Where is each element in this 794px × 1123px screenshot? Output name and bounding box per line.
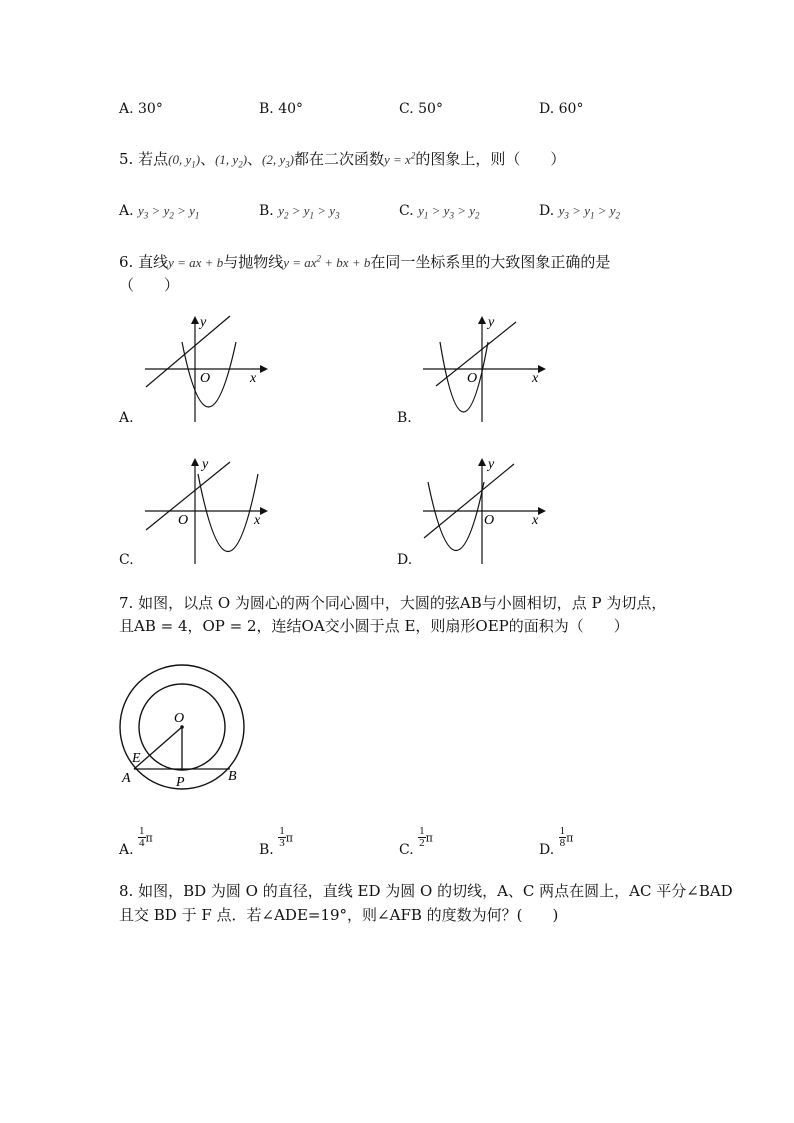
q7-stem-line2: 且AB = 4，OP = 2，连结OA交小圆于点 E，则扇形OEP的面积为（ ） (119, 617, 629, 635)
label-b: B (228, 769, 237, 784)
label-a: A (122, 771, 131, 786)
parabola-graph (428, 482, 484, 551)
label-p: P (176, 775, 185, 790)
x-label: x (532, 513, 539, 528)
y-axis-arrow-icon (191, 458, 199, 466)
y-label: y (202, 457, 209, 472)
q4-option-d[interactable]: D. 60° (539, 101, 584, 117)
x-label: x (250, 371, 257, 386)
x-label: x (532, 371, 539, 386)
q6-graph-a (140, 312, 270, 428)
origin-label: O (178, 513, 189, 528)
label-o: O (174, 711, 185, 726)
q6-graph-d (418, 454, 548, 570)
q5-option-d[interactable]: D. $y_3 > y_1 > y_2$ (539, 203, 621, 221)
q7-stem-line1: 7. 如图，以点 O 为圆心的两个同心圆中，大圆的弦AB与小圆相切，点 P 为切点， (119, 594, 667, 612)
q8-stem-line2: 且交 BD 于 F 点．若∠ADE=19°，则∠AFB 的度数为何？( ) (119, 906, 559, 924)
x-axis-arrow-icon (260, 365, 268, 373)
q4-option-c[interactable]: C. 50° (399, 101, 443, 117)
q6-graph-b (418, 312, 548, 428)
q6-graph-c (140, 454, 270, 570)
q4-option-b[interactable]: B. 40° (259, 101, 304, 117)
q6-parabola-equation: $y = ax^2$ + bx + b (283, 253, 371, 270)
q7-option-d[interactable]: D. $\frac{1}{8}$ π (539, 825, 574, 858)
q5-point-2: (1, $y_2$) (215, 152, 248, 170)
q5-point-3: (2, $y_3$) (262, 152, 294, 170)
q6-option-c[interactable]: C. (119, 552, 134, 568)
q5-option-a[interactable]: A. $y_3 > y_2 > y_1$ (119, 203, 200, 221)
q5-point-1: (0, $y_1$) (168, 152, 201, 170)
q7-option-c[interactable]: C. $\frac{1}{2}$ π (399, 825, 433, 858)
q6-option-d[interactable]: D. (397, 552, 413, 568)
y-axis-arrow-icon (478, 316, 486, 324)
x-axis-arrow-icon (538, 365, 546, 373)
origin-label: O (484, 513, 495, 528)
y-label: y (200, 315, 207, 330)
line-graph (146, 316, 230, 387)
x-axis-arrow-icon (538, 507, 546, 515)
q6-line-equation: y = ax + b (168, 255, 224, 270)
parabola-graph (440, 342, 488, 412)
q5-option-c[interactable]: C. $y_1 > y_3 > y_2$ (399, 203, 480, 221)
y-axis-arrow-icon (478, 458, 486, 466)
y-axis-arrow-icon (191, 316, 199, 324)
q7-option-b[interactable]: B. $\frac{1}{3}$ π (259, 825, 293, 858)
y-label: y (488, 457, 495, 472)
q6-paren: （ ） (119, 276, 180, 294)
q5-option-b[interactable]: B. $y_2 > y_1 > y_3$ (259, 203, 340, 221)
origin-label: O (467, 371, 478, 386)
origin-label: O (200, 371, 211, 386)
q8-stem-line1: 8. 如图，BD 为圆 O 的直径，直线 ED 为圆 O 的切线，A、C 两点在圆上，AC 平分∠BAD (119, 882, 733, 900)
line-graph (424, 464, 514, 538)
q6-option-a[interactable]: A. (119, 410, 134, 426)
q6-stem: 6. 直线y = ax + b与抛物线$y = ax^2$ + bx + b在同一坐标系里的大致图象正确的是 (119, 253, 611, 271)
q6-option-b[interactable]: B. (397, 410, 412, 426)
y-label: y (488, 315, 495, 330)
q4-option-a[interactable]: A. 30° (119, 101, 163, 117)
q5-function: $y = x^2$ (384, 150, 416, 167)
q5-stem: 5. 若点(0, $y_1$)、(1, $y_2$)、(2, $y_3$)都在二次函数$y = x^2$的图象上，则（ ） (119, 150, 566, 170)
x-axis-arrow-icon (260, 507, 268, 515)
q7-option-a[interactable]: A. $\frac{1}{4}$ π (119, 825, 153, 858)
label-e: E (132, 751, 141, 766)
q7-figure (112, 655, 252, 790)
x-label: x (254, 513, 261, 528)
parabola-graph (198, 474, 258, 552)
